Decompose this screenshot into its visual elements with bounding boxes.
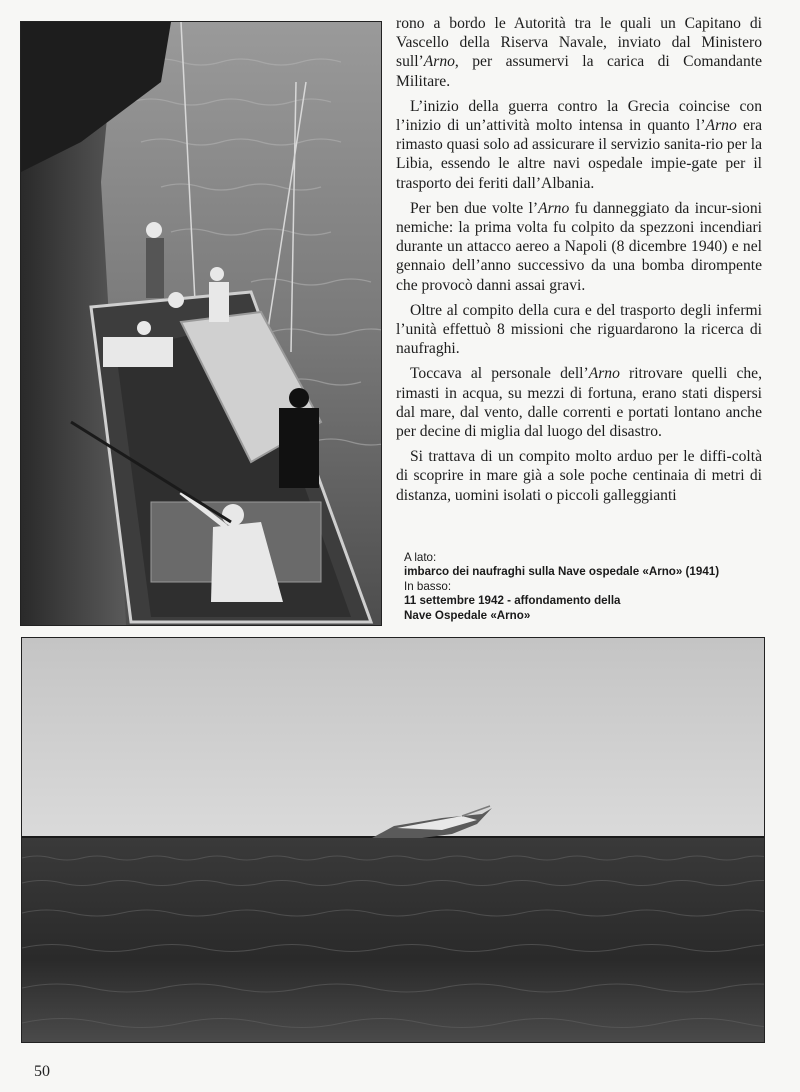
ship-name: Arno (423, 53, 455, 71)
paragraph-text: era rimasto quasi solo ad assicurare il servizio sanita-rio per la Libia, essendo le altre navi ospedale impie-gate per il trasporto dei feriti dall’Albania. (396, 117, 763, 192)
paragraph-text: Si trattava di un compito molto arduo per le diffi-coltà di scoprire in mare già a sole poche centinaia di metri di distanza, uomini isolati o piccoli galleggianti (396, 448, 762, 504)
paragraph-text: Oltre al compito della cura e del trasporto degli infermi l’unità effettuò 8 missioni che riguardarono la ricerca di naufraghi. (396, 301, 762, 358)
article-text (396, 14, 762, 511)
paragraph-text: Per ben due volte l’ (410, 199, 539, 217)
sinking-ship-photo-image (22, 638, 764, 1042)
article-paragraph (396, 447, 762, 505)
caption-label-side: A lato: (404, 551, 437, 564)
article-paragraph (396, 14, 762, 91)
caption-text-below-line2: Nave Ospedale «Arno» (404, 608, 531, 622)
paragraph-text: Toccava al personale dell’ (410, 365, 589, 383)
caption-text-below-line1: 11 settembre 1942 - affondamento della (404, 594, 621, 608)
ship-name: Arno (588, 365, 620, 383)
rescue-boat-photo-image (21, 22, 381, 625)
ship-name: Arno (705, 117, 737, 135)
photo-caption (404, 551, 764, 623)
page-number: 50 (34, 1063, 50, 1080)
paragraph-text: L’inizio della guerra contro la Grecia coincise con l’inizio di un’attività molto intensa in quanto l’ (396, 97, 762, 135)
caption-text-side: imbarco dei naufraghi sulla Nave ospedale «Arno» (1941) (404, 565, 720, 579)
paragraph-text: fu danneggiato da incur-sioni nemiche: la prima volta fu colpito da spezzoni incendiari durante un attacco aereo a Napoli (8 dicembre 1940) e nel gennaio dell’anno successivo da una bomba dirompente che provocò danni assai gravi. (396, 199, 762, 294)
caption-label-below: In basso: (404, 579, 452, 593)
article-paragraph (396, 97, 762, 193)
article-paragraph (396, 364, 762, 441)
sinking-ship-photo (21, 637, 765, 1043)
paragraph-text: , per assumervi la carica di Comandante Militare. (396, 53, 762, 90)
ship-name: Arno (538, 199, 570, 217)
rescue-boat-photo (20, 21, 382, 626)
paragraph-text: ritrovare quelli che, rimasti in acqua, su mezzi di fortuna, erano stati dispersi dal mare, dal vento, dalle correnti e portati lontano anche per decine di miglia dal luogo del disastro. (396, 365, 762, 441)
article-paragraph (396, 301, 762, 359)
paragraph-text: rono a bordo le Autorità tra le quali un Capitano di Vascello della Riserva Navale, inviato dal Ministero sull’ (396, 15, 762, 71)
article-paragraph (396, 199, 762, 295)
